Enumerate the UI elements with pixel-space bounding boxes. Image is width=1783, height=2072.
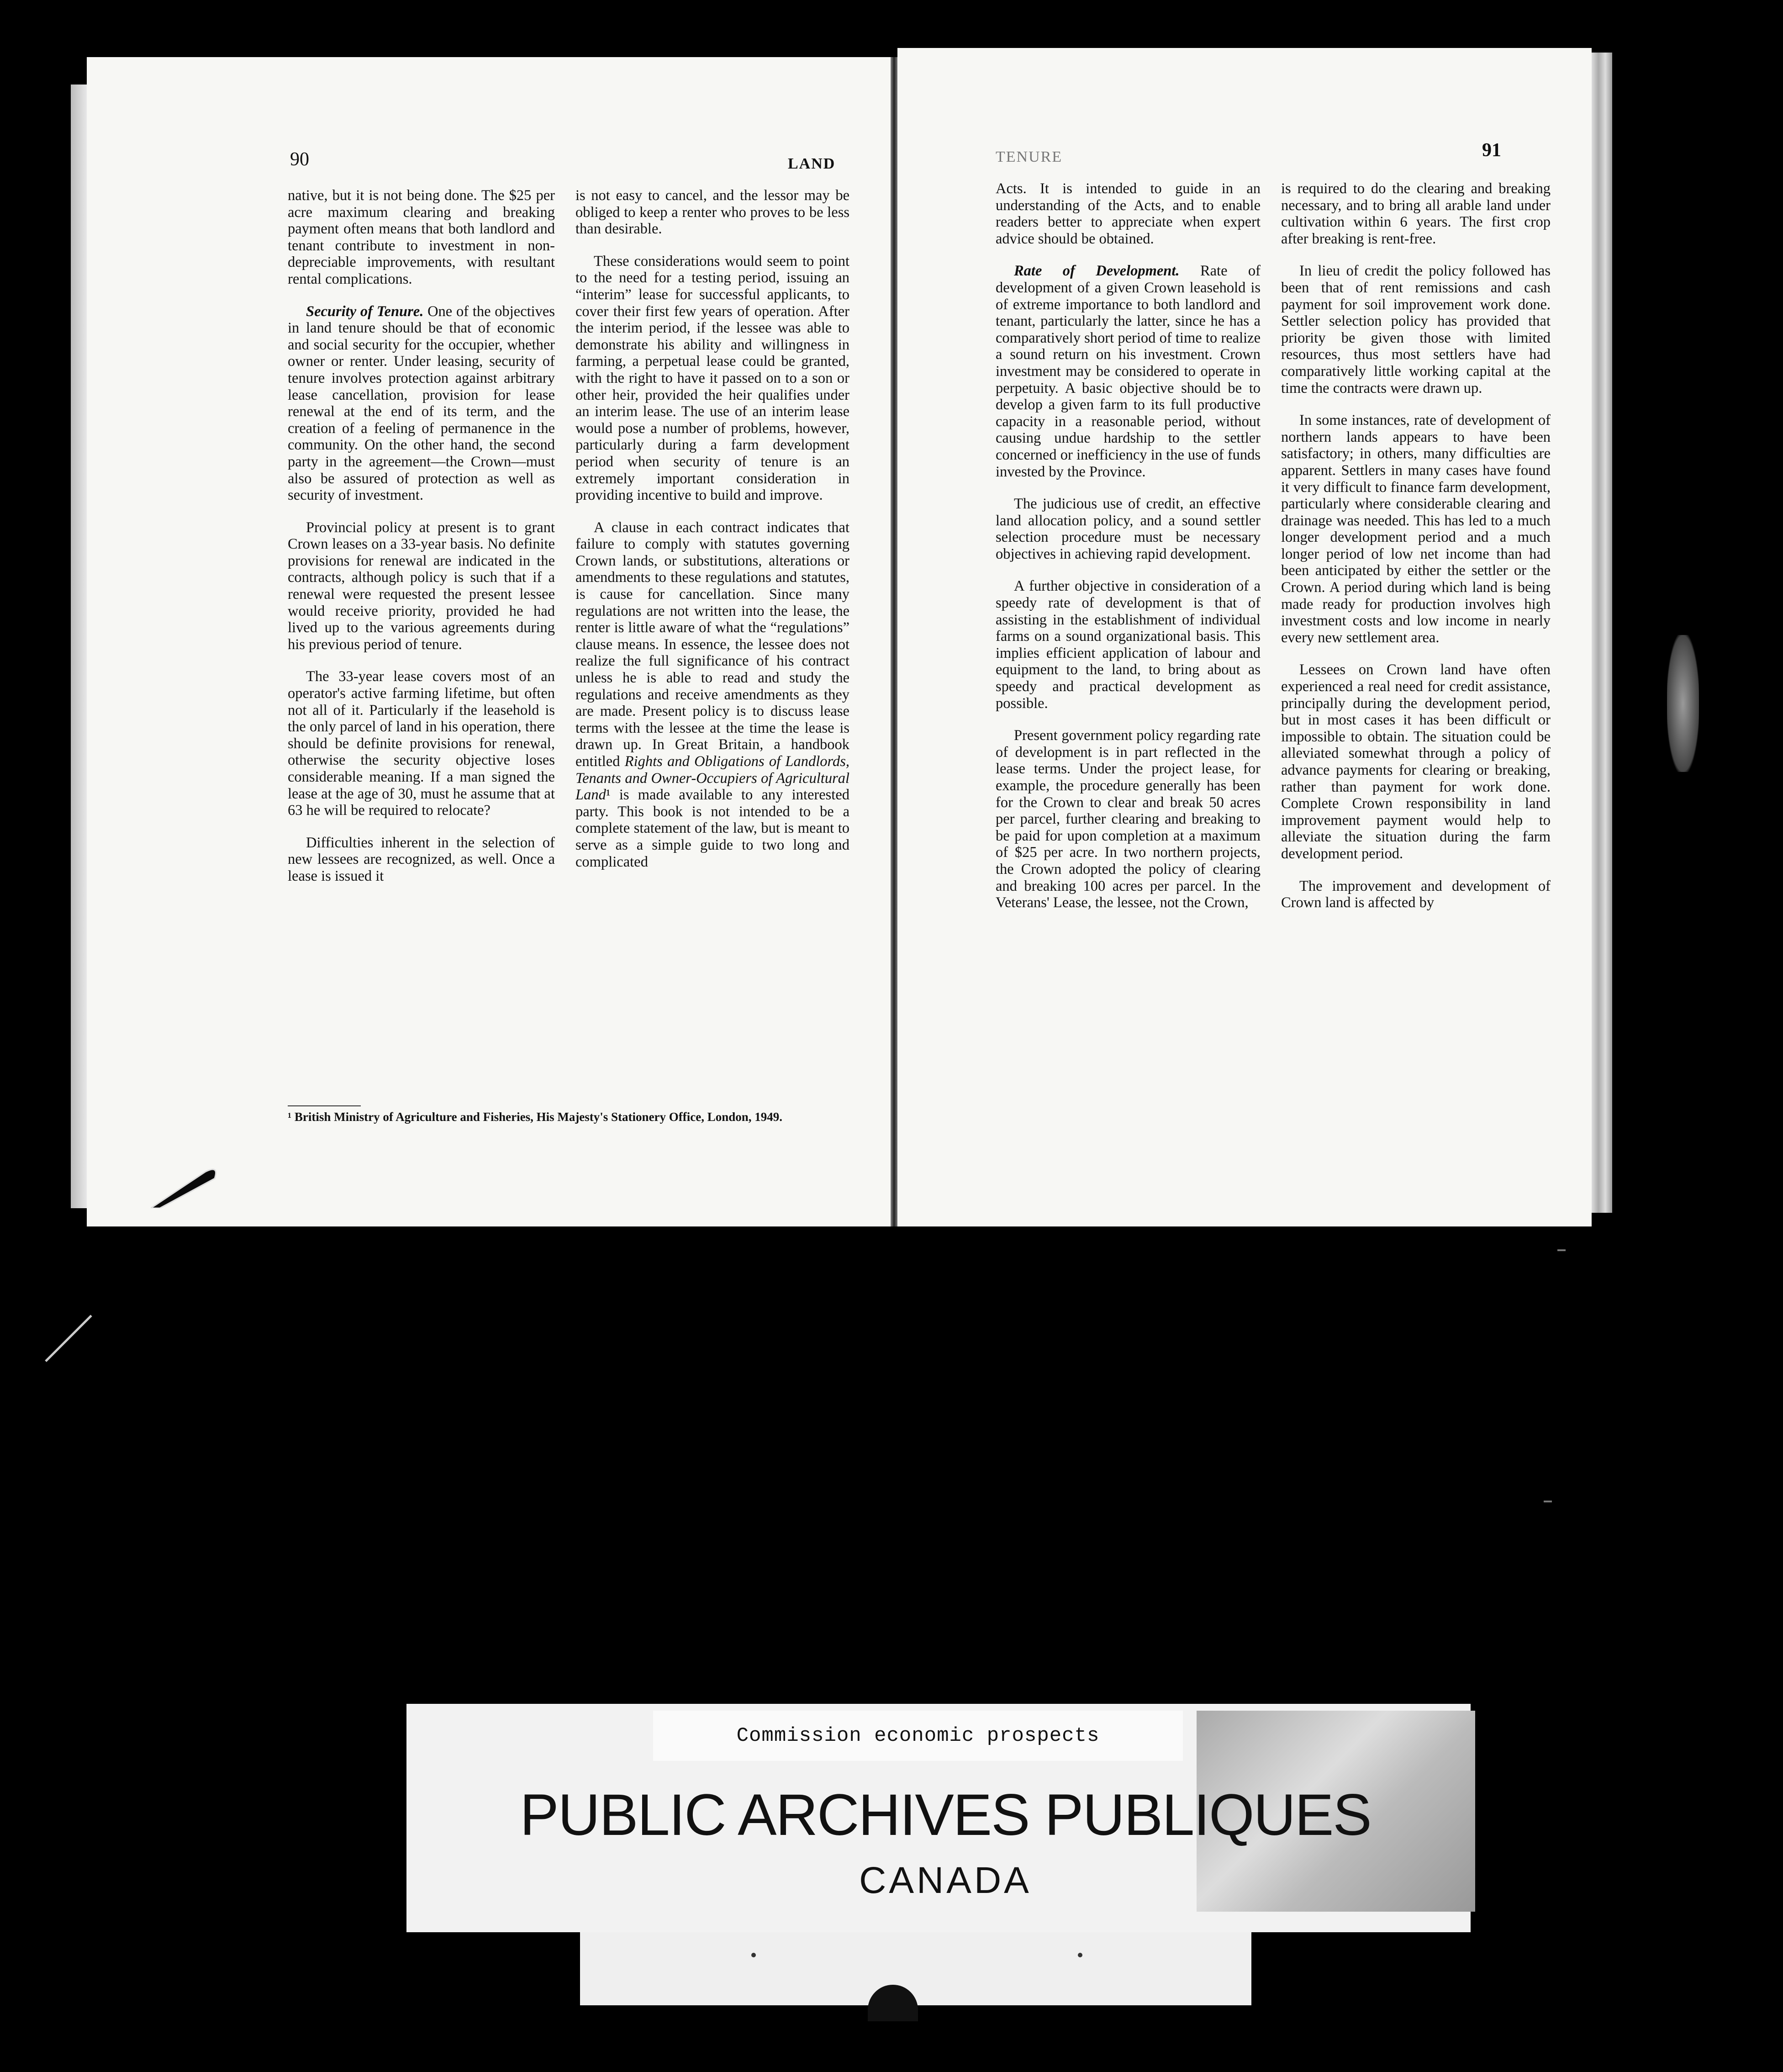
paragraph: Lessees on Crown land have often experienced a real need for credit assistance, principally during the development period, but in most cases it has been difficult or impossible to obtain. The situation could be alleviated somewhat through a policy of advance payments for clearing or breaking, rather than payment for work done. Complete Crown responsibility in land improvement payment would help to alleviate the situation during the farm development period. [1281,661,1551,862]
film-scratch [41,1311,96,1366]
film-mark [1544,1501,1552,1502]
paragraph: Present government policy regarding rate of development is in part reflected in the lease terms. Under the project lease, for example, the procedure generally has been for the Crown to clear and break 50 acres per parcel, further clearing and breaking to be paid for upon completion at a maximum of $25 per acre. In two northern projects, the Crown adopted the policy of clearing and breaking 100 acres per parcel. In the Veterans' Lease, the lessee, not the Crown, [996,727,1261,911]
paragraph: Security of Tenure. One of the objectives in land tenure should be that of economic and social security for the occupier, whether owner or renter. Under leasing, security of tenure involves protection against arbitrary lease cancellation, provision for lease renewal at the end of its term, and the creation of a feeling of permanence in the community. On the other hand, the second party in the agreement—the Crown—must also be assured of protection as well as security of investment. [288,303,555,504]
page-number: 91 [1482,140,1501,161]
text-column [996,180,1261,927]
archive-country: CANADA [859,1860,1032,1901]
paragraph: A clause in each contract indicates that failure to comply with statutes governing Crown lands, or substitutions, alterations or amendments to these regulations and statutes, is cause for cancellation. Since many regulations are not written into the lease, the renter is little aware of what the “regulations” clause means. In essence, the lessee does not realize the full significance of his contract unless he is able to read and study the regulations and receive amendments as they are made. Present policy is to discuss lease terms with the lessee at the time the lease is drawn up. In Great Britain, a handbook entitled Rights and Obligations of Landlords, Tenants and Owner-Occupiers of Agricultural Land¹ is made available to any interested party. This book is not intended to be a complete statement of the law, but is meant to serve as a simple guide to two long and complicated [575,519,849,870]
page-edges-right [1592,53,1612,1213]
paragraph: Rate of Development. Rate of development of a given Crown leasehold is of extreme importance to both landlord and tenant, particularly the latter, since he has a comparatively short period of time to realize a sound return on his investment. Crown investment may be considered to operate in perpetuity. A basic objective should be to develop a given farm to its full productive capacity in a reasonable period, without causing undue hardship to the settler concerned or inefficiency in the use of funds invested by the Province. [996,263,1261,480]
running-head: LAND [788,155,836,172]
book-gutter [891,57,897,1226]
paragraph: The judicious use of credit, an effective land allocation policy, and a sound settler selection procedure must be necessary objectives in achieving rapid development. [996,496,1261,562]
film-dot [1078,1953,1082,1957]
pen-tip [151,1167,224,1208]
film-smudge [1667,635,1699,772]
paragraph: In lieu of credit the policy followed has been that of rent remissions and cash payment for soil improvement work done. Settler selection policy has provided that priority be given those with limited resources, thus most settlers have had comparatively little working capital at the time the contracts were drawn up. [1281,263,1551,396]
page-number: 90 [290,149,309,170]
page-edges-left [71,85,89,1208]
typed-title-strip: Commission economic prospects [653,1711,1183,1761]
paragraph: Acts. It is intended to guide in an understanding of the Acts, and to enable readers better to appreciate when expert advice should be obtained. [996,180,1261,247]
right-page [897,48,1592,1226]
text-column [575,187,849,886]
paragraph: In some instances, rate of development of northern lands appears to have been satisfactory; in others, many difficulties are apparent. Settlers in many cases have found it very difficult to finance farm development, particularly where considerable clearing and drainage was needed. This has led to a much longer development period and a much longer period of low net income than had been anticipated by either the settler or the Crown. A period during which land is being made ready for production involves high investment costs and low income in nearly every new settlement area. [1281,412,1551,646]
section-heading: Security of Tenure. [306,303,424,320]
paragraph: A further objective in consideration of a speedy rate of development is that of assisting in the establishment of individual farms on a sound organizational basis. This implies efficient application of labour and equipment to the land, to bring about as speedy and practical development as possible. [996,578,1261,712]
paragraph: is not easy to cancel, and the lessor may be obliged to keep a renter who proves to be less than desirable. [575,187,849,238]
label-tab [580,1932,1251,2005]
film-mark [1557,1249,1566,1251]
text-column [288,187,555,900]
paragraph: These considerations would seem to point to the need for a testing period, issuing an “interim” lease for successful applicants, to cover their first few years of operation. After the interim period, if the lessee was able to demonstrate his ability and willingness in farming, a perpetual lease could be granted, with the right to have it passed on to a son or other heir, provided the heir qualifies under an interim lease. The use of an interim lease would pose a number of problems, however, particularly during a farm development period when security of tenure is an extremely important consideration in providing incentive to build and improve. [575,253,849,504]
paragraph: The improvement and development of Crown land is affected by [1281,877,1551,911]
paragraph: Difficulties inherent in the selection of new lessees are recognized, as well. Once a lease is issued it [288,834,555,884]
paragraph: is required to do the clearing and breaking necessary, and to bring all arable land under cultivation within 6 years. The first crop after breaking is rent-free. [1281,180,1551,247]
left-page [87,57,891,1226]
running-head: TENURE [996,148,1063,165]
text-column [1281,180,1551,927]
paragraph: native, but it is not being done. The $25 per acre maximum clearing and breaking payment often means that both landlord and tenant contribute to investment in non-depreciable improvements, with resultant rental complications. [288,187,555,287]
paragraph: Provincial policy at present is to grant Crown leases on a 33-year basis. No definite provisions for renewal are indicated in the contracts, although policy is such that if a renewal were requested the present lessee would receive priority, provided he had lived up to the various agreements during his previous period of tenure. [288,519,555,653]
section-heading: Rate of Development. [1014,263,1180,280]
film-dot [751,1953,756,1957]
paragraph: The 33-year lease covers most of an operator's active farming lifetime, but often not all of it. Particularly if the leasehold is the only parcel of land in his operation, there should be definite provisions for renewal, otherwise the security objective loses considerable meaning. If a man signed the lease at the age of 30, must he assume that at 63 he will be required to relocate? [288,668,555,819]
archive-name: PUBLIC ARCHIVES PUBLIQUES [520,1782,1371,1848]
footnote: ¹ British Ministry of Agriculture and Fisheries, His Majesty's Stationery Office, London, 1949. [288,1110,783,1124]
footnote-rule [288,1105,361,1106]
open-book [87,48,1601,1236]
